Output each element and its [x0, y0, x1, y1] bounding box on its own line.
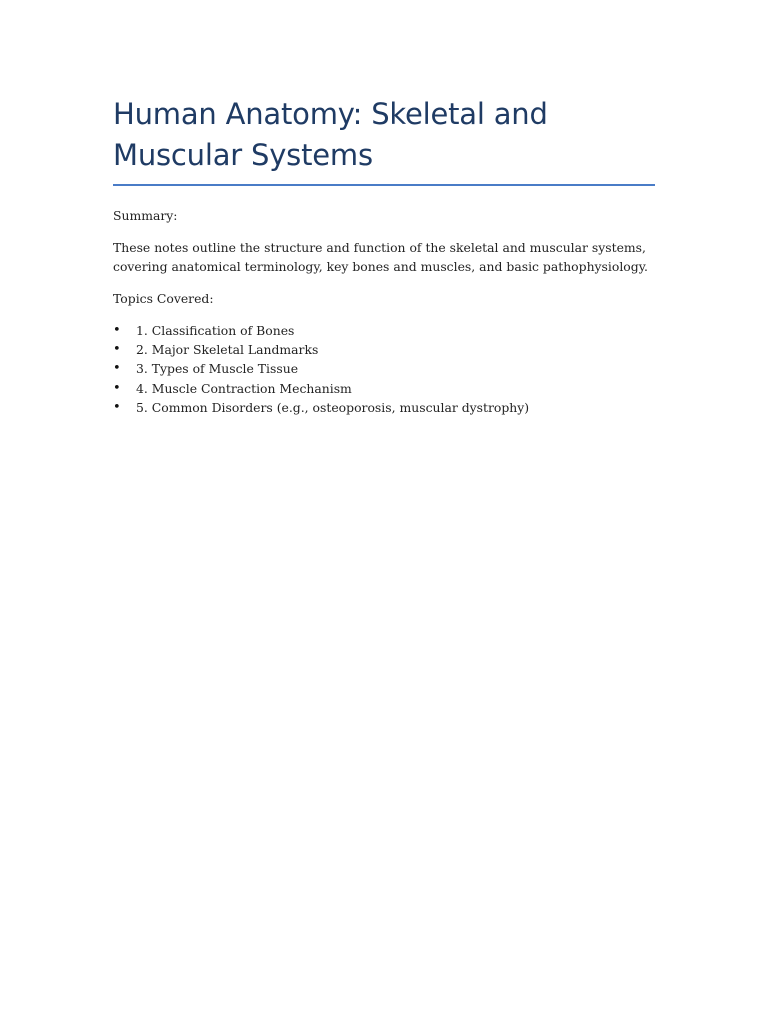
topic-label: 4. Muscle Contraction Mechanism	[136, 380, 352, 396]
topic-item	[113, 379, 655, 398]
summary-text: These notes outline the structure and function of the skeletal and muscular systems, covering anatomical terminology, key bones and muscles, and basic pathophysiology.	[113, 240, 648, 274]
topic-label: 5. Common Disorders (e.g., osteoporosis, muscular dystrophy)	[136, 399, 530, 415]
topic-label: 3. Types of Muscle Tissue	[136, 361, 299, 377]
topic-item	[113, 321, 655, 340]
bullet-icon: •	[113, 342, 121, 358]
topic-item	[113, 398, 655, 417]
topic-item	[113, 340, 655, 359]
topic-item	[113, 359, 655, 378]
bullet-icon: •	[113, 399, 121, 415]
topic-label: 1. Classification of Bones	[136, 323, 295, 338]
topic-label: 2. Major Skeletal Landmarks	[136, 342, 319, 358]
bullet-icon: •	[113, 380, 121, 396]
topics-list	[113, 321, 655, 417]
document-page	[113, 94, 655, 417]
topics-label: Topics Covered:	[113, 291, 214, 306]
bullet-icon: •	[113, 323, 121, 338]
summary-label: Summary:	[113, 208, 178, 223]
document-title: Human Anatomy: Skeletal and Muscular Systems	[113, 94, 655, 186]
bullet-icon: •	[113, 361, 121, 377]
